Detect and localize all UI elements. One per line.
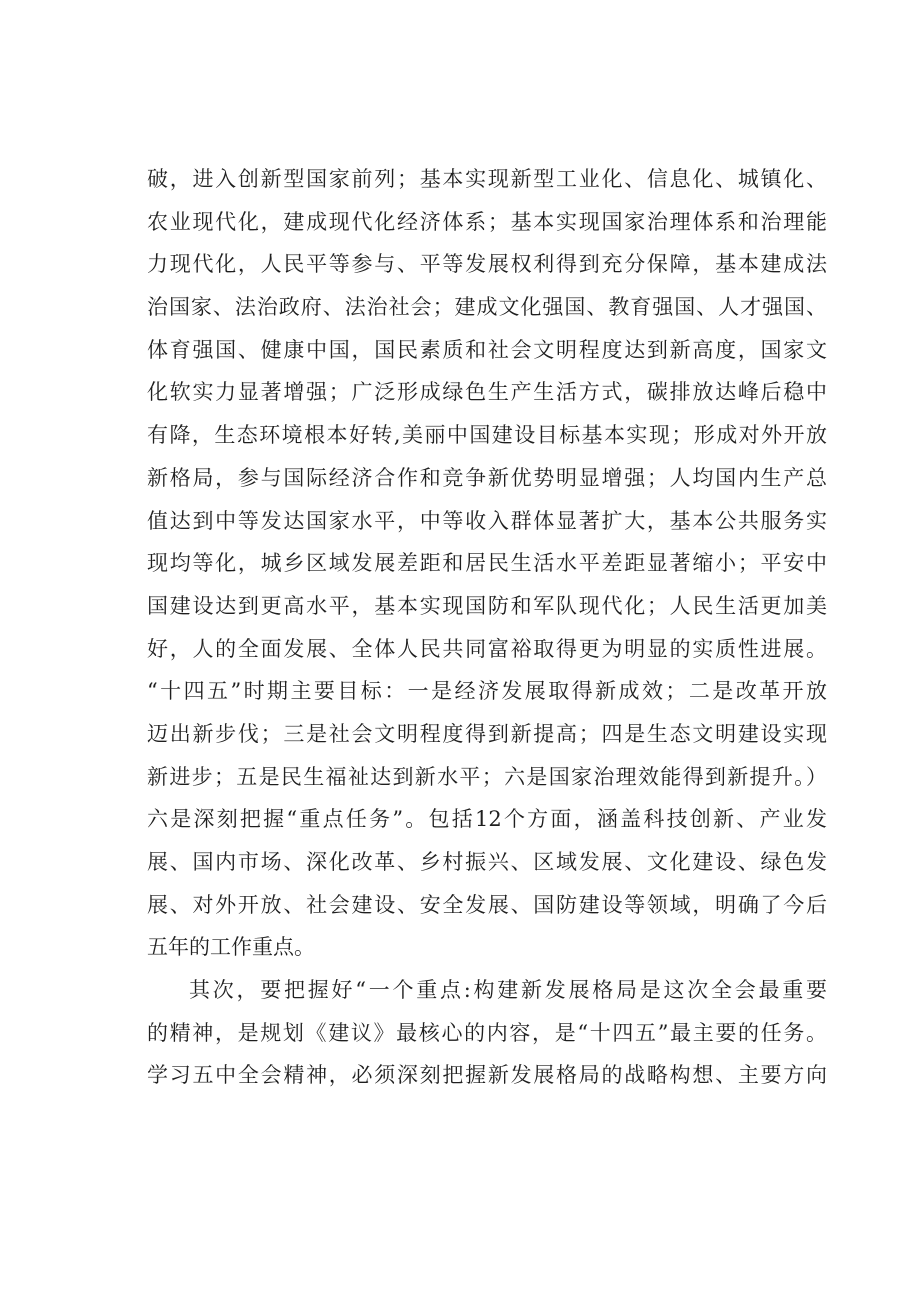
paragraph-start-line: 其次，要把握好“一个重点:构建新发展格局是这次全会最重要 xyxy=(189,978,827,1003)
body-text xyxy=(147,158,827,1097)
text-line: 展、对外开放、社会建设、安全发展、国防建设等领域，明确了今后 xyxy=(147,892,827,917)
text-line: 破，进入创新型国家前列；基本实现新型工业化、信息化、城镇化、 xyxy=(147,167,827,191)
text-line: 值达到中等发达国家水平，中等收入群体显著扩大，基本公共服务实 xyxy=(147,508,827,533)
text-line: 化软实力显著增强；广泛形成绿色生产生活方式，碳排放达峰后稳中 xyxy=(147,380,827,405)
text-line: 六是深刻把握“重点任务”。包括12个方面，涵盖科技创新、产业发 xyxy=(147,807,827,832)
text-line: “十四五”时期主要目标：一是经济发展取得新成效；二是改革开放 xyxy=(147,679,827,704)
text-line: 新格局，参与国际经济合作和竞争新优势明显增强；人均国内生产总 xyxy=(147,465,827,490)
text-line: 国建设达到更高水平，基本实现国防和军队现代化；人民生活更加美 xyxy=(147,593,827,618)
text-line: 迈出新步伐；三是社会文明程度得到新提高；四是生态文明建设实现 xyxy=(147,721,827,746)
text-line: 的精神，是规划《建议》最核心的内容，是“十四五”最主要的任务。 xyxy=(147,1020,827,1045)
text-line: 力现代化，人民平等参与、平等发展权利得到充分保障，基本建成法 xyxy=(147,252,827,277)
text-line: 体育强国、健康中国，国民素质和社会文明程度达到新高度，国家文 xyxy=(147,337,827,362)
text-line: 五年的工作重点。 xyxy=(147,935,315,960)
text-line: 现均等化，城乡区域发展差距和居民生活水平差距显著缩小；平安中 xyxy=(147,551,827,576)
text-line: 新进步；五是民生福祉达到新水平；六是国家治理效能得到新提升。） xyxy=(147,764,827,789)
text-line: 治国家、法治政府、法治社会；建成文化强国、教育强国、人才强国、 xyxy=(147,295,827,320)
text-line: 有降，生态环境根本好转,美丽中国建设目标基本实现；形成对外开放 xyxy=(147,423,827,448)
text-line: 学习五中全会精神，必须深刻把握新发展格局的战略构想、主要方向 xyxy=(147,1063,827,1088)
text-line: 农业现代化，建成现代化经济体系；基本实现国家治理体系和治理能 xyxy=(147,209,827,234)
text-line: 展、国内市场、深化改革、乡村振兴、区域发展、文化建设、绿色发 xyxy=(147,850,827,874)
text-line: 好，人的全面发展、全体人民共同富裕取得更为明显的实质性进展。 xyxy=(147,636,827,661)
